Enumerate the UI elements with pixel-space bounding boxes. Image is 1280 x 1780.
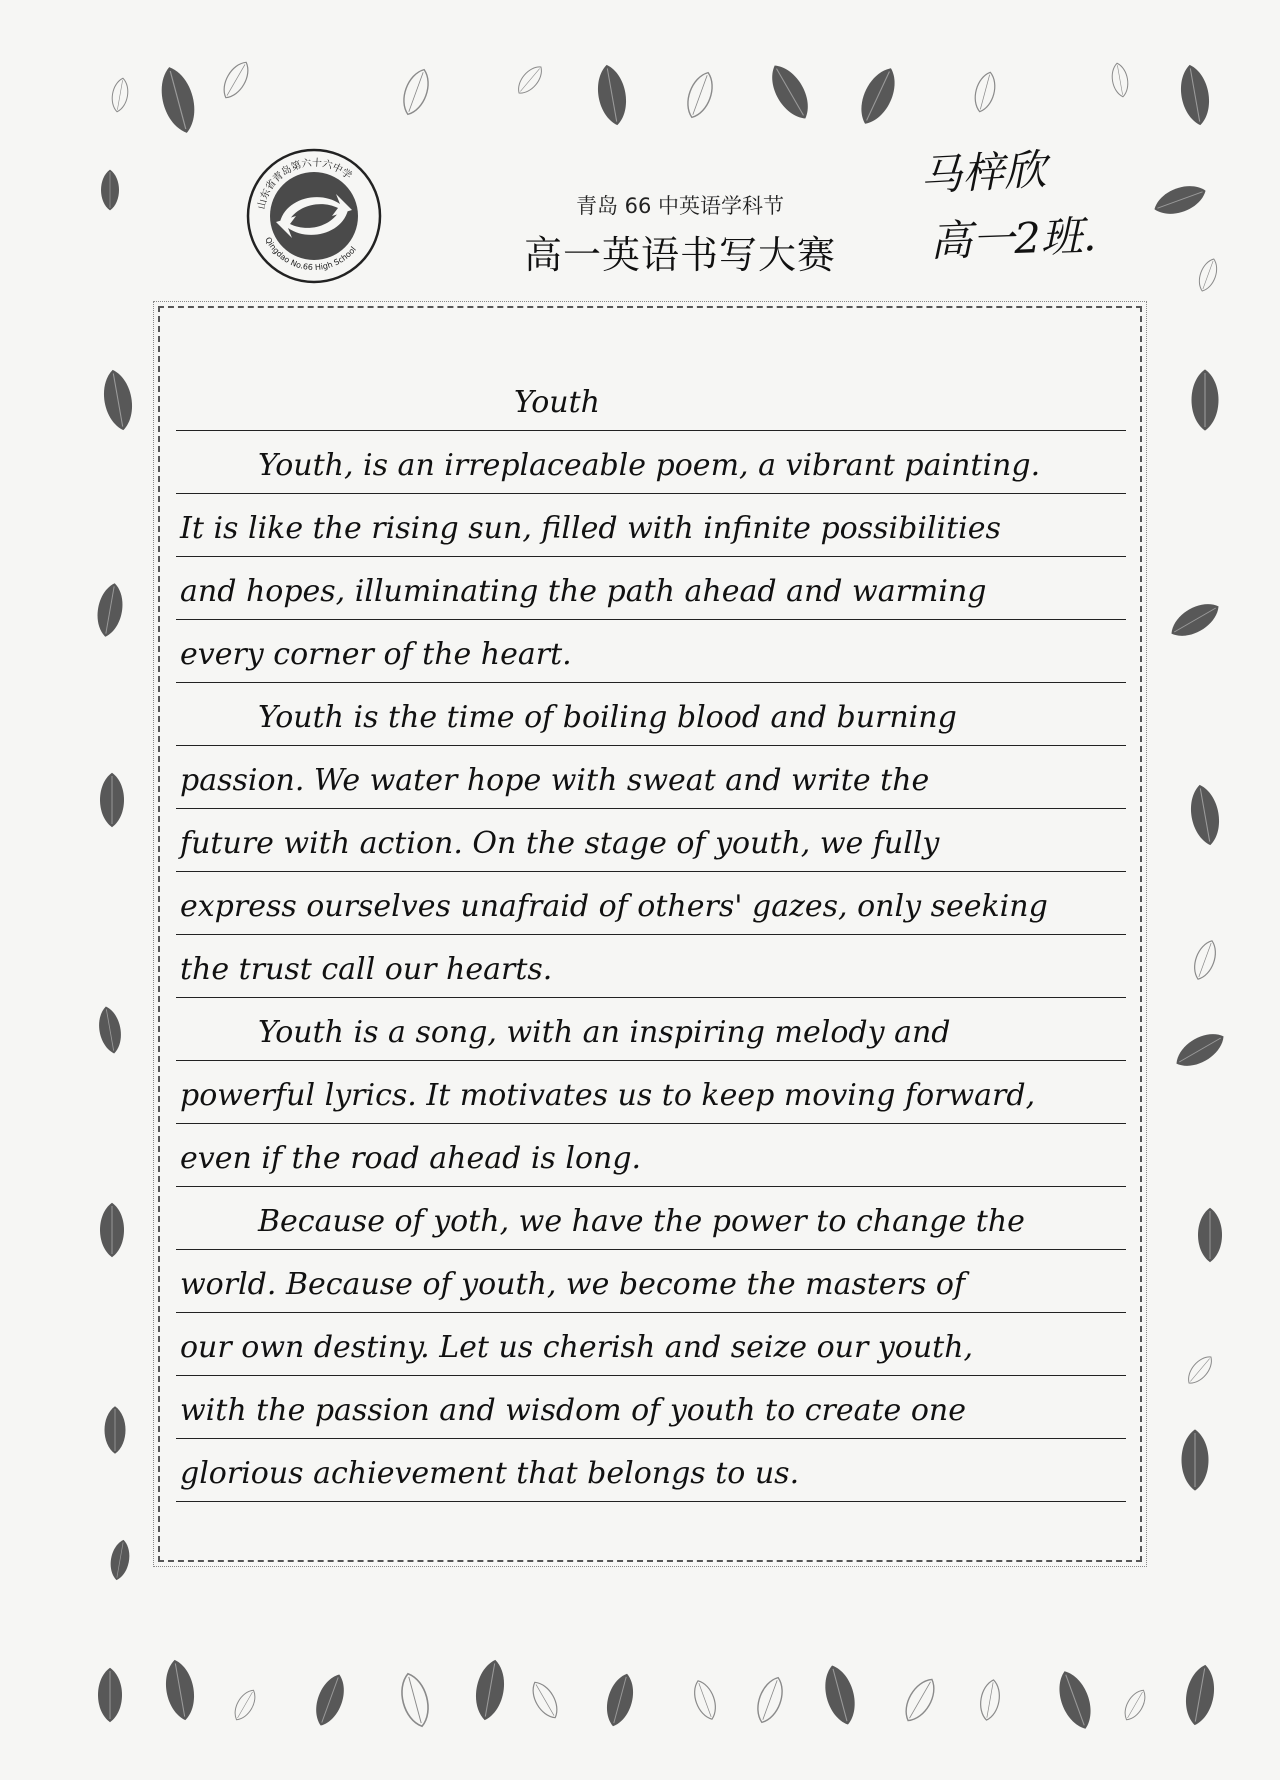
essay-line: powerful lyrics. It motivates us to keep moving forward, <box>176 1060 1126 1124</box>
essay-line: Because of yoth, we have the power to change the <box>176 1186 1126 1250</box>
essay-line: world. Because of youth, we become the masters of <box>176 1249 1126 1313</box>
essay-line: express ourselves unafraid of others' gazes, only seeking <box>176 871 1126 935</box>
decorative-leaf <box>218 58 254 102</box>
essay-line: future with action. On the stage of youth, we fully <box>176 808 1126 872</box>
decorative-leaf <box>899 1674 941 1726</box>
essay-line: Youth is a song, with an inspiring melody and <box>176 997 1126 1061</box>
decorative-leaf <box>155 63 202 136</box>
decorative-leaf <box>853 63 903 130</box>
decorative-leaf <box>1183 1352 1216 1388</box>
decorative-leaf <box>1110 62 1131 98</box>
contest-title: 高一英语书写大赛 <box>523 233 836 277</box>
decorative-leaf <box>752 1674 788 1726</box>
essay-line: with the passion and wisdom of youth to create one <box>176 1375 1126 1439</box>
decorative-leaf <box>396 1671 433 1730</box>
decorative-leaf <box>1181 1663 1218 1728</box>
decorative-leaf <box>96 1005 125 1056</box>
decorative-leaf <box>527 1678 563 1722</box>
decorative-leaf <box>1198 1208 1222 1262</box>
essay-line: glorious achievement that belongs to us. <box>176 1438 1126 1502</box>
decorative-leaf <box>1182 1429 1209 1490</box>
essay-title: Youth <box>176 367 1126 431</box>
decorative-leaf <box>1165 596 1224 644</box>
decorative-leaf <box>593 63 630 128</box>
decorative-leaf <box>601 1671 638 1730</box>
decorative-leaf <box>1150 179 1209 220</box>
decorative-leaf <box>971 70 999 114</box>
decorative-leaf <box>690 1678 721 1722</box>
decorative-leaf <box>1176 63 1213 128</box>
decorative-leaf <box>1192 369 1219 430</box>
decorative-leaf <box>161 1658 198 1723</box>
decorative-leaf <box>398 66 434 118</box>
school-logo <box>244 146 384 286</box>
essay-line: the trust call our hearts. <box>176 934 1126 998</box>
student-name: 马梓欣 <box>918 144 1048 201</box>
decorative-leaf <box>1186 783 1223 848</box>
decorative-leaf <box>1195 256 1221 293</box>
logo-ring-text-bottom: Qingdao No.66 High School <box>263 235 359 273</box>
decorative-leaf <box>105 1406 126 1454</box>
essay-line: our own destiny. Let us cherish and seize our youth, <box>176 1312 1126 1376</box>
decorative-leaf <box>309 1670 350 1729</box>
decorative-leaf <box>110 77 131 113</box>
decorative-leaf <box>513 62 546 98</box>
logo-ring-text-top: 山东省青岛第六十六中学 <box>256 157 354 211</box>
essay-line: It is like the rising sun, filled with infinite possibilities <box>176 493 1126 557</box>
essay-line: even if the road ahead is long. <box>176 1123 1126 1187</box>
decorative-leaf <box>230 1687 260 1724</box>
decorative-leaf <box>98 1668 122 1722</box>
decorative-leaf <box>978 1678 1003 1721</box>
decorative-leaf <box>93 581 126 639</box>
decorative-leaf <box>99 368 136 433</box>
decorative-leaf <box>1052 1667 1098 1734</box>
decorative-leaf <box>108 1538 133 1581</box>
decorative-leaf <box>682 69 718 121</box>
essay-line: passion. We water hope with sweat and write the <box>176 745 1126 809</box>
essay-line: every corner of the heart. <box>176 619 1126 683</box>
essay-line: and hopes, illuminating the path ahead and warming <box>176 556 1126 620</box>
decorative-leaf <box>1120 1687 1150 1724</box>
decorative-leaf <box>1190 938 1221 982</box>
student-class: 高一2班. <box>929 211 1097 266</box>
decorative-leaf <box>100 773 124 827</box>
contest-subtitle: 青岛 66 中英语学科节 <box>575 194 785 218</box>
decorative-leaf <box>471 1658 508 1723</box>
decorative-leaf <box>100 1203 124 1257</box>
decorative-leaf <box>1170 1026 1229 1074</box>
decorative-leaf <box>763 59 817 126</box>
essay-line: Youth is the time of boiling blood and burning <box>176 682 1126 746</box>
decorative-leaf <box>101 170 119 211</box>
decorative-leaf <box>819 1662 861 1728</box>
essay-line: Youth, is an irreplaceable poem, a vibrant painting. <box>176 430 1126 494</box>
